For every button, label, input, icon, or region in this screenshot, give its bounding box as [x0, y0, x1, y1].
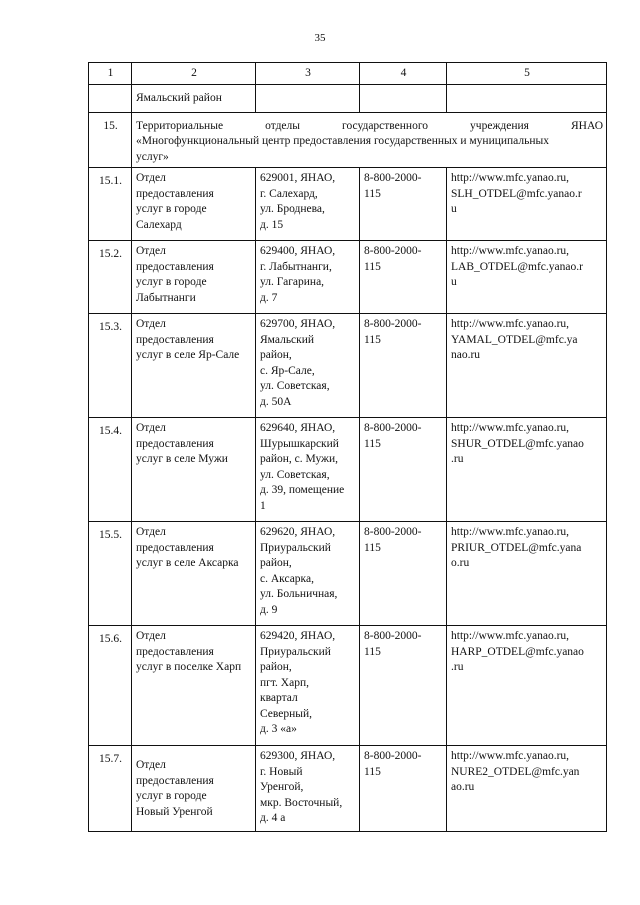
table-row: [89, 241, 607, 314]
office-address-line: Ямальский: [260, 333, 315, 346]
district-empty-cell: [256, 84, 360, 112]
office-name-line: предоставления: [136, 541, 214, 554]
office-phone-line: 8-800-2000-: [364, 630, 422, 642]
office-address-line: мкр. Восточный,: [260, 796, 343, 809]
office-phone-line: 115: [364, 541, 381, 554]
office-address-line: д. 7: [260, 291, 278, 304]
office-address-line: Северный,: [260, 707, 313, 720]
office-phone-line: 115: [364, 333, 381, 346]
office-name: [132, 314, 256, 418]
office-phone-line: 8-800-2000-: [364, 422, 422, 434]
table-row: [89, 314, 607, 418]
office-web-line: nao.ru: [451, 349, 481, 361]
section-title-line: Территориальные отделы государственного учреждения ЯНАО: [136, 119, 603, 132]
office-name: [132, 241, 256, 314]
office-address-line: 629620, ЯНАО,: [260, 526, 336, 538]
page-number: 35: [314, 32, 326, 44]
office-address-line: район,: [260, 349, 292, 361]
table-row: [89, 522, 607, 626]
office-address-line: д. 50А: [260, 395, 292, 408]
office-address-line: ул. Броднева,: [260, 203, 325, 215]
office-address-line: г. Новый: [260, 765, 303, 778]
office-address-line: район,: [260, 557, 292, 569]
office-web-line: u: [451, 203, 457, 215]
office-web: [447, 522, 607, 626]
office-phone: [360, 168, 447, 241]
office-phone: [360, 241, 447, 314]
office-web-line: http://www.mfc.yanao.ru,: [451, 526, 570, 538]
office-web-line: .ru: [451, 661, 464, 673]
office-address-line: г. Салехард,: [260, 187, 318, 200]
office-phone-line: 115: [364, 645, 381, 658]
office-address-line: ул. Больничная,: [260, 588, 338, 600]
district-row: [89, 84, 607, 112]
office-name: [132, 418, 256, 522]
office-name-line: Отдел: [136, 245, 166, 257]
office-address: [256, 418, 360, 522]
office-web: [447, 168, 607, 241]
office-web-line: o.ru: [451, 557, 470, 569]
section-title-line: «Многофункциональный центр предоставления государственных и муниципальных: [136, 135, 550, 147]
row-number: 15.6.: [89, 626, 132, 746]
office-address-line: Приуральский: [260, 645, 331, 658]
office-name-line: услуг в городе: [136, 790, 207, 802]
office-name-line: услуг в селе Яр-Сале: [136, 349, 240, 361]
office-web: [447, 418, 607, 522]
office-address-line: Уренгой,: [260, 781, 304, 793]
office-address-line: с. Яр-Сале,: [260, 364, 315, 377]
district-label: Ямальский район: [132, 84, 256, 112]
office-web: [447, 241, 607, 314]
office-address-line: с. Аксарка,: [260, 572, 314, 585]
row-number: 15.2.: [89, 241, 132, 314]
office-address-line: Приуральский: [260, 541, 331, 554]
office-phone: [360, 314, 447, 418]
header-cell-5: 5: [447, 63, 607, 85]
office-phone: [360, 522, 447, 626]
office-name-line: Салехард: [136, 218, 182, 231]
office-web-line: http://www.mfc.yanao.ru,: [451, 318, 570, 330]
office-web: [447, 746, 607, 832]
table-header-row: [89, 63, 607, 85]
office-web-line: http://www.mfc.yanao.ru,: [451, 630, 570, 642]
office-phone-line: 8-800-2000-: [364, 750, 422, 762]
office-phone-line: 8-800-2000-: [364, 526, 422, 538]
office-phone-line: 8-800-2000-: [364, 245, 422, 257]
district-number-cell: [89, 84, 132, 112]
office-name: [132, 626, 256, 746]
office-address-line: Шурышкарский: [260, 437, 339, 450]
office-address-line: ул. Советская,: [260, 468, 330, 481]
office-web-line: YAMAL_OTDEL@mfc.ya: [451, 333, 578, 346]
office-web-line: .ru: [451, 453, 464, 465]
office-name-line: предоставления: [136, 260, 214, 273]
office-phone-line: 8-800-2000-: [364, 172, 422, 184]
office-phone: [360, 746, 447, 832]
table-row: [89, 168, 607, 241]
office-name-line: услуг в поселке Харп: [136, 661, 242, 673]
office-web-line: SHUR_OTDEL@mfc.yanao: [451, 437, 584, 450]
office-name-line: Отдел: [136, 526, 166, 538]
office-name: [132, 168, 256, 241]
table-row: [89, 626, 607, 746]
section-number: 15.: [89, 112, 132, 168]
office-phone: [360, 418, 447, 522]
office-name-line: Отдел: [136, 630, 166, 642]
office-name-line: Отдел: [136, 422, 166, 434]
section-title-line: услуг»: [136, 150, 169, 163]
office-address-line: район,: [260, 661, 292, 673]
office-address: [256, 168, 360, 241]
office-address-line: д. 9: [260, 603, 278, 616]
office-address-line: ул. Гагарина,: [260, 276, 325, 288]
office-phone-line: 115: [364, 437, 381, 450]
office-name-line: услуг в городе: [136, 276, 207, 288]
office-web-line: http://www.mfc.yanao.ru,: [451, 245, 570, 257]
office-web: [447, 314, 607, 418]
office-name-line: Отдел: [136, 318, 166, 330]
offices-table: [88, 62, 607, 832]
office-address-line: д. 3 «а»: [260, 723, 297, 735]
office-web-line: LAB_OTDEL@mfc.yanao.r: [451, 260, 583, 273]
office-name-line: Отдел: [136, 759, 166, 771]
office-address-line: д. 39, помещение: [260, 484, 345, 496]
section-row: [89, 112, 607, 168]
office-address-line: 629001, ЯНАО,: [260, 172, 336, 184]
office-address-line: пгт. Харп,: [260, 676, 309, 689]
office-web-line: ao.ru: [451, 781, 475, 793]
district-empty-cell: [447, 84, 607, 112]
office-web-line: http://www.mfc.yanao.ru,: [451, 172, 570, 184]
row-number: 15.3.: [89, 314, 132, 418]
office-phone-line: 115: [364, 187, 381, 200]
office-name-line: Новый Уренгой: [136, 805, 213, 818]
office-web-line: NURE2_OTDEL@mfc.yan: [451, 765, 580, 778]
office-address: [256, 241, 360, 314]
office-web-line: HARP_OTDEL@mfc.yanao: [451, 645, 584, 658]
office-name-line: предоставления: [136, 333, 214, 346]
office-phone-line: 115: [364, 765, 381, 778]
office-address: [256, 314, 360, 418]
table-row: [89, 746, 607, 832]
office-address-line: 629400, ЯНАО,: [260, 245, 336, 257]
section-title: [132, 112, 607, 168]
table-row: [89, 418, 607, 522]
office-phone: [360, 626, 447, 746]
district-empty-cell: [360, 84, 447, 112]
office-address-line: ул. Советская,: [260, 380, 330, 392]
office-web-line: u: [451, 276, 457, 288]
office-name-line: предоставления: [136, 774, 214, 787]
office-name-line: предоставления: [136, 645, 214, 658]
office-address: [256, 522, 360, 626]
office-name-line: предоставления: [136, 437, 214, 450]
header-cell-4: 4: [360, 63, 447, 85]
office-name-line: Отдел: [136, 172, 166, 184]
office-web-line: PRIUR_OTDEL@mfc.yana: [451, 541, 582, 554]
office-address-line: квартал: [260, 692, 298, 704]
office-web-line: SLH_OTDEL@mfc.yanao.r: [451, 187, 582, 200]
row-number: 15.1.: [89, 168, 132, 241]
office-name-line: Лабытнанги: [136, 291, 196, 304]
office-phone-line: 8-800-2000-: [364, 318, 422, 330]
office-phone-line: 115: [364, 260, 381, 273]
office-address-line: д. 4 а: [260, 812, 286, 824]
office-address-line: д. 15: [260, 218, 284, 231]
header-cell-2: 2: [132, 63, 256, 85]
office-name-line: предоставления: [136, 187, 214, 200]
office-name: [132, 746, 256, 832]
office-name-line: услуг в селе Мужи: [136, 453, 228, 465]
office-address: [256, 746, 360, 832]
office-web-line: http://www.mfc.yanao.ru,: [451, 422, 570, 434]
office-name-line: услуг в селе Аксарка: [136, 557, 239, 569]
header-cell-1: 1: [89, 63, 132, 85]
office-name-line: услуг в городе: [136, 203, 207, 215]
office-address-line: 629420, ЯНАО,: [260, 630, 336, 642]
office-web-line: http://www.mfc.yanao.ru,: [451, 750, 570, 762]
office-name: [132, 522, 256, 626]
office-address-line: г. Лабытнанги,: [260, 260, 332, 273]
office-address-line: 629640, ЯНАО,: [260, 422, 336, 434]
header-cell-3: 3: [256, 63, 360, 85]
row-number: 15.5.: [89, 522, 132, 626]
office-address-line: район, с. Мужи,: [260, 453, 339, 465]
office-address-line: 629700, ЯНАО,: [260, 318, 336, 330]
office-address-line: 1: [260, 499, 266, 512]
office-address-line: 629300, ЯНАО,: [260, 750, 336, 762]
row-number: 15.4.: [89, 418, 132, 522]
row-number: 15.7.: [89, 746, 132, 832]
office-web: [447, 626, 607, 746]
office-address: [256, 626, 360, 746]
